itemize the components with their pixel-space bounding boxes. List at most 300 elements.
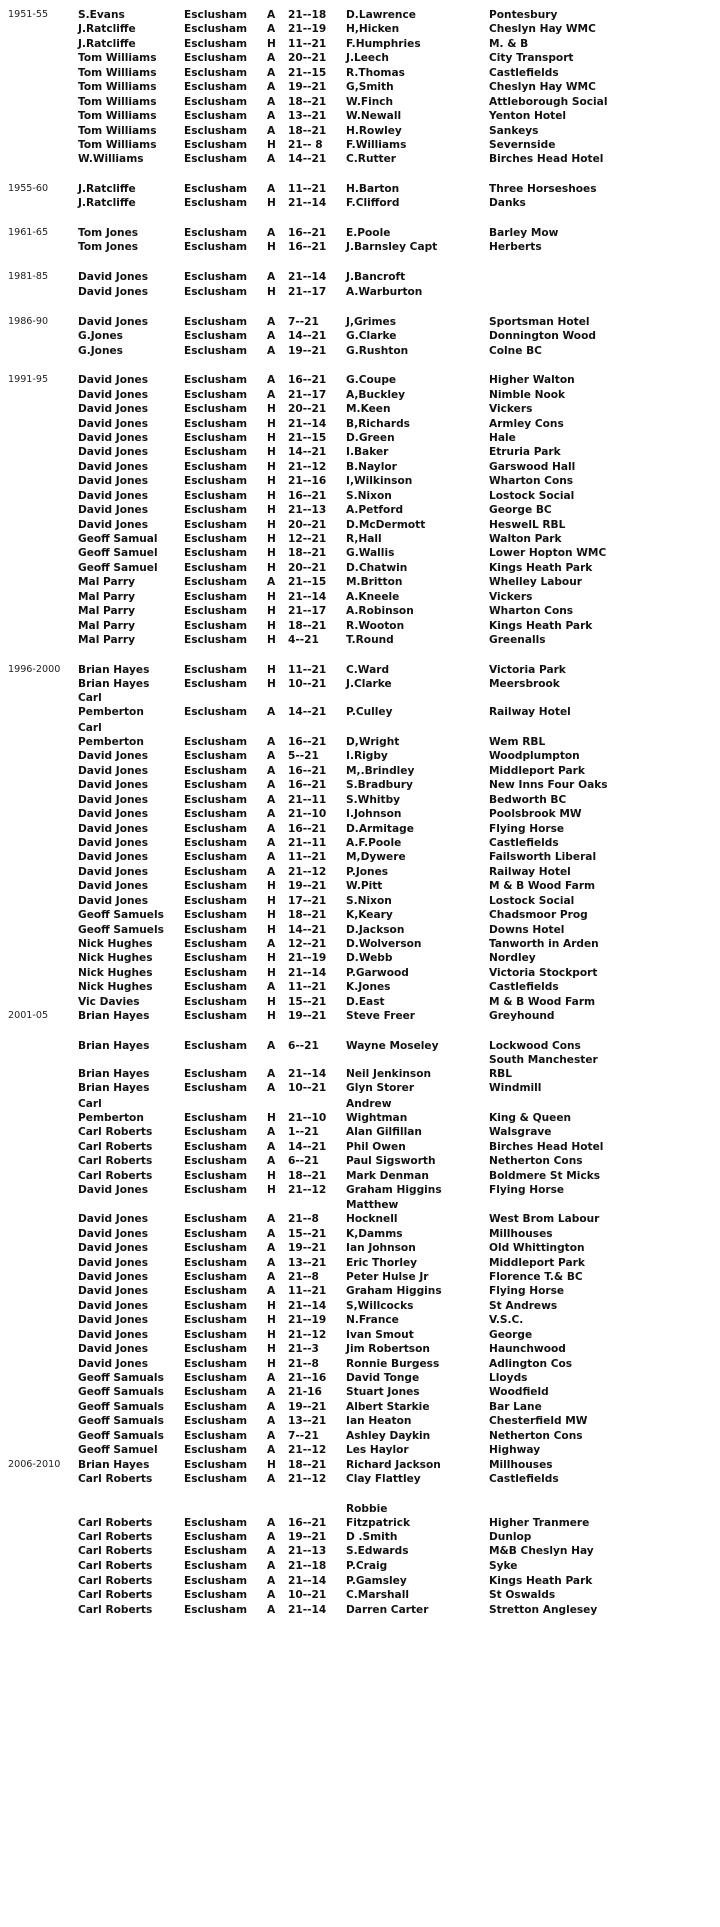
result-row <box>0 691 720 705</box>
club-name: Esclusham <box>184 981 248 993</box>
score: 21--17 <box>288 389 327 401</box>
player-name: Carl Roberts <box>78 1531 153 1543</box>
result-row <box>0 37 720 51</box>
score: 18--21 <box>288 547 327 559</box>
club-name: Esclusham <box>184 1517 248 1529</box>
opponent-name: J.Barnsley Capt <box>346 241 438 253</box>
player-name: W.Williams <box>78 153 144 165</box>
player-name: Geoff Samuel <box>78 547 158 559</box>
result-row <box>0 196 720 210</box>
venue-code: H <box>267 504 276 516</box>
result-row <box>0 1097 720 1111</box>
player-name: Nick Hughes <box>78 981 153 993</box>
score: 21--16 <box>288 475 327 487</box>
result-row <box>0 705 720 719</box>
opponent-name: A.Warburton <box>346 286 423 298</box>
club-name: Esclusham <box>184 996 248 1008</box>
period-cell: 1986-90 <box>8 316 49 327</box>
club-name: Esclusham <box>184 197 248 209</box>
club-name: Esclusham <box>184 837 248 849</box>
result-row <box>0 1502 720 1516</box>
venue-code: A <box>267 125 276 137</box>
result-row <box>0 226 720 240</box>
venue-code: A <box>267 837 276 849</box>
result-row <box>0 1458 720 1472</box>
club-name: Esclusham <box>184 52 248 64</box>
opponent-name: A.Petford <box>346 504 404 516</box>
venue-code: A <box>267 1242 276 1254</box>
club-name: Esclusham <box>184 139 248 151</box>
opponent-club: Nordley <box>489 952 536 964</box>
opponent-name: M.Britton <box>346 576 403 588</box>
venue-code: H <box>267 1170 276 1182</box>
club-name: Esclusham <box>184 183 248 195</box>
result-row <box>0 270 720 284</box>
score: 16--21 <box>288 241 327 253</box>
opponent-name: Darren Carter <box>346 1604 429 1616</box>
club-name: Esclusham <box>184 794 248 806</box>
player-name: Brian Hayes <box>78 1068 150 1080</box>
result-row <box>0 431 720 445</box>
score: 19--21 <box>288 1010 327 1022</box>
venue-code: H <box>267 967 276 979</box>
opponent-club: M. & B <box>489 38 529 50</box>
opponent-club: Victoria Park <box>489 664 566 676</box>
score: 10--21 <box>288 678 327 690</box>
opponent-club: Netherton Cons <box>489 1430 583 1442</box>
venue-code: A <box>267 153 276 165</box>
club-name: Esclusham <box>184 1329 248 1341</box>
result-row <box>0 850 720 864</box>
opponent-club: Flying Horse <box>489 1285 565 1297</box>
period-cell: 1996-2000 <box>8 664 61 675</box>
score: 21--18 <box>288 9 327 21</box>
venue-code: H <box>267 1112 276 1124</box>
score: 6--21 <box>288 1155 319 1167</box>
player-name: David Jones <box>78 808 149 820</box>
club-name: Esclusham <box>184 446 248 458</box>
opponent-club: Armley Cons <box>489 418 564 430</box>
opponent-club: HeswelL RBL <box>489 519 566 531</box>
player-name: G.Jones <box>78 330 123 342</box>
opponent-name: D.Webb <box>346 952 393 964</box>
player-name: Carl <box>78 692 102 704</box>
score: 7--21 <box>288 1430 319 1442</box>
opponent-name: M.Keen <box>346 403 391 415</box>
opponent-club: M & B Wood Farm <box>489 880 596 892</box>
venue-code: A <box>267 227 276 239</box>
opponent-club: St Andrews <box>489 1300 558 1312</box>
opponent-club: Hale <box>489 432 516 444</box>
opponent-club: Kings Heath Park <box>489 1575 593 1587</box>
opponent-name: R,Hall <box>346 533 382 545</box>
player-name: David Jones <box>78 866 149 878</box>
player-name: Mal Parry <box>78 620 135 632</box>
player-name: J.Ratcliffe <box>78 23 136 35</box>
player-name: David Jones <box>78 316 149 328</box>
player-name: Tom Jones <box>78 241 139 253</box>
result-row <box>0 721 720 735</box>
club-name: Esclusham <box>184 1459 248 1471</box>
club-name: Esclusham <box>184 736 248 748</box>
score: 16--21 <box>288 736 327 748</box>
score: 10--21 <box>288 1082 327 1094</box>
venue-code: A <box>267 1517 276 1529</box>
result-row <box>0 923 720 937</box>
score: 14--21 <box>288 1141 327 1153</box>
opponent-name: I,Wilkinson <box>346 475 413 487</box>
venue-code: A <box>267 765 276 777</box>
club-name: Esclusham <box>184 1285 248 1297</box>
score: 21--14 <box>288 967 327 979</box>
player-name: Mal Parry <box>78 634 135 646</box>
score: 20--21 <box>288 52 327 64</box>
club-name: Esclusham <box>184 432 248 444</box>
score: 21--18 <box>288 1560 327 1572</box>
player-name: David Jones <box>78 389 149 401</box>
opponent-club: Castlefields <box>489 67 559 79</box>
opponent-name: T.Round <box>346 634 394 646</box>
opponent-club: Wharton Cons <box>489 475 574 487</box>
club-name: Esclusham <box>184 490 248 502</box>
opponent-club: Woodfield <box>489 1386 549 1398</box>
club-name: Esclusham <box>184 576 248 588</box>
venue-code: A <box>267 1141 276 1153</box>
club-name: Esclusham <box>184 1314 248 1326</box>
opponent-club: Railway Hotel <box>489 706 571 718</box>
opponent-name: G.Wallis <box>346 547 395 559</box>
player-name: David Jones <box>78 271 149 283</box>
opponent-name: Albert Starkie <box>346 1401 430 1413</box>
result-row <box>0 1212 720 1226</box>
result-row <box>0 1530 720 1544</box>
result-row <box>0 1588 720 1602</box>
score: 18--21 <box>288 909 327 921</box>
score: 21--15 <box>288 67 327 79</box>
club-name: Esclusham <box>184 967 248 979</box>
player-name: David Jones <box>78 880 149 892</box>
opponent-name: D.Lawrence <box>346 9 416 21</box>
player-name: David Jones <box>78 1257 149 1269</box>
score: 21--15 <box>288 432 327 444</box>
club-name: Esclusham <box>184 1401 248 1413</box>
club-name: Esclusham <box>184 227 248 239</box>
venue-code: A <box>267 345 276 357</box>
score: 6--21 <box>288 1040 319 1052</box>
opponent-name: David Tonge <box>346 1372 420 1384</box>
score: 21--13 <box>288 504 327 516</box>
club-name: Esclusham <box>184 1010 248 1022</box>
result-row <box>0 124 720 138</box>
result-row <box>0 1328 720 1342</box>
opponent-name: A.F.Poole <box>346 837 402 849</box>
result-row <box>0 1009 720 1023</box>
score: 15--21 <box>288 1228 327 1240</box>
result-row <box>0 388 720 402</box>
result-row <box>0 822 720 836</box>
venue-code: A <box>267 1604 276 1616</box>
score: 21--10 <box>288 1112 327 1124</box>
venue-code: H <box>267 241 276 253</box>
club-name: Esclusham <box>184 1257 248 1269</box>
opponent-club: Failsworth Liberal <box>489 851 597 863</box>
venue-code: A <box>267 271 276 283</box>
score: 19--21 <box>288 81 327 93</box>
score: 21--19 <box>288 23 327 35</box>
opponent-club: Adlington Cos <box>489 1358 573 1370</box>
result-row <box>0 951 720 965</box>
opponent-name: F.Williams <box>346 139 407 151</box>
result-row <box>0 66 720 80</box>
club-name: Esclusham <box>184 1213 248 1225</box>
opponent-club: Walsgrave <box>489 1126 552 1138</box>
opponent-club: South Manchester <box>489 1054 598 1066</box>
result-row <box>0 937 720 951</box>
result-row <box>0 285 720 299</box>
result-row <box>0 1574 720 1588</box>
opponent-name: P.Gamsley <box>346 1575 407 1587</box>
opponent-name: H,Hicken <box>346 23 400 35</box>
score: 14--21 <box>288 706 327 718</box>
venue-code: H <box>267 490 276 502</box>
result-row <box>0 182 720 196</box>
score: 18--21 <box>288 96 327 108</box>
score: 21--14 <box>288 271 327 283</box>
score: 21--12 <box>288 1184 327 1196</box>
score: 13--21 <box>288 1415 327 1427</box>
player-name: Geoff Samuel <box>78 562 158 574</box>
score: 20--21 <box>288 403 327 415</box>
club-name: Esclusham <box>184 1343 248 1355</box>
result-row <box>0 546 720 560</box>
club-name: Esclusham <box>184 286 248 298</box>
venue-code: A <box>267 823 276 835</box>
club-name: Esclusham <box>184 678 248 690</box>
opponent-club: Woodplumpton <box>489 750 580 762</box>
score: 21--12 <box>288 1473 327 1485</box>
club-name: Esclusham <box>184 1372 248 1384</box>
opponent-name: F.Humphries <box>346 38 421 50</box>
score: 21--14 <box>288 591 327 603</box>
score: 10--21 <box>288 1589 327 1601</box>
club-name: Esclusham <box>184 1473 248 1485</box>
opponent-club: M & B Wood Farm <box>489 996 596 1008</box>
player-name: David Jones <box>78 1242 149 1254</box>
score: 21--17 <box>288 286 327 298</box>
venue-code: H <box>267 924 276 936</box>
opponent-club: Barley Mow <box>489 227 559 239</box>
club-name: Esclusham <box>184 1112 248 1124</box>
period-cell: 1961-65 <box>8 227 49 238</box>
opponent-club: Haunchwood <box>489 1343 566 1355</box>
club-name: Esclusham <box>184 605 248 617</box>
club-name: Esclusham <box>184 1170 248 1182</box>
venue-code: H <box>267 620 276 632</box>
venue-code: A <box>267 1040 276 1052</box>
result-row <box>0 240 720 254</box>
opponent-name: Peter Hulse Jr <box>346 1271 429 1283</box>
score: 11--21 <box>288 1285 327 1297</box>
club-name: Esclusham <box>184 1155 248 1167</box>
result-row <box>0 1227 720 1241</box>
opponent-club: Wharton Cons <box>489 605 574 617</box>
opponent-club: Chesterfield MW <box>489 1415 588 1427</box>
score: 21--14 <box>288 1068 327 1080</box>
club-name: Esclusham <box>184 750 248 762</box>
club-name: Esclusham <box>184 316 248 328</box>
venue-code: H <box>267 475 276 487</box>
score: 19--21 <box>288 1531 327 1543</box>
opponent-club: Attleborough Social <box>489 96 608 108</box>
club-name: Esclusham <box>184 110 248 122</box>
player-name: Tom Williams <box>78 81 157 93</box>
opponent-name: R.Wooton <box>346 620 405 632</box>
result-row <box>0 80 720 94</box>
club-name: Esclusham <box>184 519 248 531</box>
club-name: Esclusham <box>184 1604 248 1616</box>
result-row <box>0 489 720 503</box>
player-name: Mal Parry <box>78 605 135 617</box>
score: 14--21 <box>288 330 327 342</box>
score: 21--10 <box>288 808 327 820</box>
opponent-club: Syke <box>489 1560 518 1572</box>
result-row <box>0 778 720 792</box>
period-cell: 1981-85 <box>8 271 49 282</box>
player-name: Carl Roberts <box>78 1604 153 1616</box>
venue-code: A <box>267 389 276 401</box>
player-name: Brian Hayes <box>78 678 150 690</box>
result-row <box>0 980 720 994</box>
player-name: Geoff Samuals <box>78 1430 164 1442</box>
opponent-name: G.Coupe <box>346 374 397 386</box>
score: 19--21 <box>288 1401 327 1413</box>
result-row <box>0 1443 720 1457</box>
club-name: Esclusham <box>184 533 248 545</box>
opponent-name: Jim Robertson <box>346 1343 430 1355</box>
result-row <box>0 109 720 123</box>
player-name: Brian Hayes <box>78 1040 150 1052</box>
club-name: Esclusham <box>184 96 248 108</box>
player-name: Tom Williams <box>78 125 157 137</box>
venue-code: H <box>267 1459 276 1471</box>
opponent-club: Tanworth in Arden <box>489 938 599 950</box>
club-name: Esclusham <box>184 952 248 964</box>
score: 16--21 <box>288 779 327 791</box>
result-row <box>0 1198 720 1212</box>
score: 14--21 <box>288 446 327 458</box>
opponent-club: Middleport Park <box>489 1257 585 1269</box>
club-name: Esclusham <box>184 866 248 878</box>
period-cell: 2006-2010 <box>8 1459 61 1470</box>
opponent-club: Wem RBL <box>489 736 546 748</box>
venue-code: A <box>267 851 276 863</box>
opponent-name: P.Culley <box>346 706 393 718</box>
player-name: J.Ratcliffe <box>78 183 136 195</box>
score: 11--21 <box>288 38 327 50</box>
venue-code: H <box>267 446 276 458</box>
club-name: Esclusham <box>184 418 248 430</box>
venue-code: A <box>267 706 276 718</box>
venue-code: A <box>267 1213 276 1225</box>
opponent-name: Ronnie Burgess <box>346 1358 440 1370</box>
club-name: Esclusham <box>184 1415 248 1427</box>
player-name: Carl Roberts <box>78 1141 153 1153</box>
club-name: Esclusham <box>184 271 248 283</box>
club-name: Esclusham <box>184 664 248 676</box>
venue-code: H <box>267 591 276 603</box>
opponent-name: Hocknell <box>346 1213 398 1225</box>
opponent-club: Kings Heath Park <box>489 562 593 574</box>
opponent-name: Alan Gilfillan <box>346 1126 422 1138</box>
opponent-name: A.Robinson <box>346 605 414 617</box>
opponent-club: Florence T.& BC <box>489 1271 583 1283</box>
opponent-name: Graham Higgins <box>346 1184 442 1196</box>
player-name: Geoff Samual <box>78 533 158 545</box>
opponent-club: Windmill <box>489 1082 542 1094</box>
venue-code: A <box>267 736 276 748</box>
venue-code: A <box>267 96 276 108</box>
club-name: Esclusham <box>184 38 248 50</box>
score: 21--19 <box>288 1314 327 1326</box>
venue-code: A <box>267 9 276 21</box>
opponent-club: Colne BC <box>489 345 542 357</box>
opponent-club: Whelley Labour <box>489 576 582 588</box>
score: 21--14 <box>288 1300 327 1312</box>
opponent-club: Donnington Wood <box>489 330 596 342</box>
opponent-name: G,Smith <box>346 81 394 93</box>
score: 16--21 <box>288 1517 327 1529</box>
player-name: David Jones <box>78 851 149 863</box>
player-name: Geoff Samuals <box>78 1386 164 1398</box>
result-row <box>0 460 720 474</box>
opponent-club: Middleport Park <box>489 765 585 777</box>
opponent-name: H.Rowley <box>346 125 402 137</box>
result-row <box>0 663 720 677</box>
player-name: Vic Davies <box>78 996 140 1008</box>
result-row <box>0 1039 720 1053</box>
opponent-name: D,Wright <box>346 736 400 748</box>
period-cell: 1955-60 <box>8 183 49 194</box>
opponent-club: Garswood Hall <box>489 461 576 473</box>
player-name: Pemberton <box>78 706 144 718</box>
club-name: Esclusham <box>184 1386 248 1398</box>
opponent-club: Severnside <box>489 139 556 151</box>
venue-code: H <box>267 1184 276 1196</box>
opponent-name: K,Damms <box>346 1228 403 1240</box>
opponent-name: B.Naylor <box>346 461 397 473</box>
venue-code: A <box>267 1575 276 1587</box>
club-name: Esclusham <box>184 1228 248 1240</box>
opponent-name: Paul Sigsworth <box>346 1155 436 1167</box>
player-name: David Jones <box>78 837 149 849</box>
venue-code: A <box>267 23 276 35</box>
opponent-club: Flying Horse <box>489 823 565 835</box>
opponent-name: H.Barton <box>346 183 400 195</box>
player-name: Carl Roberts <box>78 1473 153 1485</box>
result-row <box>0 1154 720 1168</box>
player-name: Carl <box>78 1098 102 1110</box>
club-name: Esclusham <box>184 909 248 921</box>
score: 21--12 <box>288 1329 327 1341</box>
result-row <box>0 633 720 647</box>
player-name: David Jones <box>78 418 149 430</box>
club-name: Esclusham <box>184 547 248 559</box>
score: 21--14 <box>288 197 327 209</box>
result-row <box>0 445 720 459</box>
opponent-name: K.Jones <box>346 981 391 993</box>
club-name: Esclusham <box>184 808 248 820</box>
opponent-name: J,Grimes <box>346 316 397 328</box>
